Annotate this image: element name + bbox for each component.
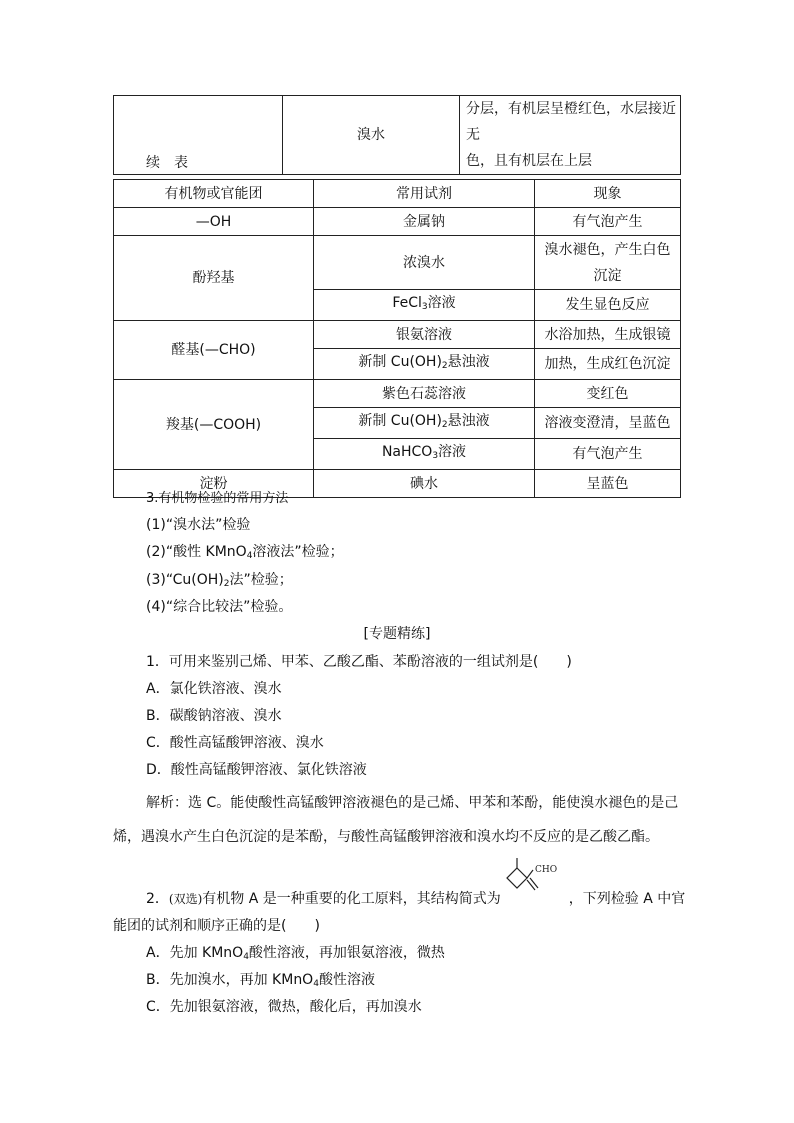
q1-analysis-line1: 解析：选 C。能使酸性高锰酸钾溶液褪色的是己烯、甲苯和苯酚，能使溴水褪色的是己 [146,795,679,811]
row-carboxyl-reagent-1: 紫色石蕊溶液 [314,380,535,408]
q1-option-a: A．氯化铁溶液、溴水 [146,681,282,697]
row-carboxyl-phenomenon-3: 有气泡产生 [535,439,681,470]
q1-option-d: D．酸性高锰酸钾溶液、氯化铁溶液 [146,762,367,778]
q1-option-c: C．酸性高锰酸钾溶液、溴水 [146,735,324,751]
row-phenol-reagent-1: 浓溴水 [314,236,535,290]
section3-title: 3.有机物检验的常用方法 [146,491,289,506]
q2-stem-line2: 能团的试剂和顺序正确的是( ) [113,918,320,934]
top-table [113,95,681,175]
reagent-table [113,179,681,498]
top-table-reagent: 溴水 [283,96,460,175]
row-starch-phenomenon: 呈蓝色 [535,470,681,498]
method-1: (1)“溴水法”检验 [146,517,251,533]
row-phenol-reagent-2: FeCl$_3$溶液 [314,290,535,321]
row-phenol-group: 酚羟基 [114,236,314,321]
row-carboxyl-group: 羧基(—COOH) [114,380,314,470]
method-2: (2)“酸性 KMnO$_4$溶液法”检验； [146,544,344,561]
method-3: $(3)“Cu(OH)_2$法”检验； [146,572,293,589]
top-table-phenomenon [460,96,681,175]
row-carboxyl-reagent-3: NaHCO$_3$溶液 [314,439,535,470]
q1-stem: 1．可用来鉴别己烯、甲苯、乙酸乙酯、苯酚溶液的一组试剂是( ) [146,654,572,670]
q1-analysis-line2: 烯，遇溴水产生白色沉淀的是苯酚，与酸性高锰酸钾溶液和溴水均不反应的是乙酸乙酯。 [113,829,659,845]
row-oh-phenomenon: 有气泡产生 [535,208,681,236]
row-starch-reagent: 碘水 [314,470,535,498]
row-phenol-phenomenon-1 [535,236,681,290]
header-phenomenon: 现象 [535,180,681,208]
row-phenol-phenomenon-1b: 沉淀 [593,267,622,284]
q2-option-b: B．先加溴水，再加 KMnO$_4$酸性溶液 [146,972,375,989]
q2-tag: (双选) [168,892,203,906]
row-carboxyl-phenomenon-2: 溶液变澄清，呈蓝色 [535,408,681,439]
structure-formula-image [497,856,567,906]
row-phenol-phenomenon-1a: 溴水褪色，产生白色 [544,241,671,258]
row-carboxyl-reagent-2: 新制 $Cu(OH)_2$悬浊液 [314,408,535,439]
row-phenol-phenomenon-2: 发生显色反应 [535,290,681,321]
structure-cho-label: CHO [535,865,558,875]
top-table-empty-cell [114,96,283,175]
header-reagent: 常用试剂 [314,180,535,208]
row-aldehyde-group: 醛基(—CHO) [114,321,314,380]
top-table-phenomenon-line2: 色，且有机层在上层 [466,153,592,169]
practice-title: [专题精练] [363,626,431,642]
row-aldehyde-reagent-2: 新制 $Cu(OH)_2$悬浊液 [314,349,535,380]
top-table-phenomenon-line1: 分层，有机层呈橙红色，水层接近无 [466,101,676,143]
row-carboxyl-phenomenon-1: 变红色 [535,380,681,408]
row-aldehyde-phenomenon-1: 水浴加热，生成银镜 [535,321,681,349]
continued-label: 续 表 [146,155,188,171]
q2-option-a: A．先加 KMnO$_4$酸性溶液，再加银氨溶液，微热 [146,945,445,962]
q2-stem-line1: 2．(双选)有机物 A 是一种重要的化工原料，其结构简式为 ，下列检验 A 中官 [146,891,686,907]
method-4: (4)“综合比较法”检验。 [146,599,293,615]
row-oh-reagent: 金属钠 [314,208,535,236]
row-aldehyde-reagent-1: 银氨溶液 [314,321,535,349]
q1-option-b: B．碳酸钠溶液、溴水 [146,708,282,724]
header-group: 有机物或官能团 [114,180,314,208]
row-aldehyde-phenomenon-2: 加热，生成红色沉淀 [535,349,681,380]
q2-option-c: C．先加银氨溶液，微热，酸化后，再加溴水 [146,999,422,1015]
row-oh-group: —OH [114,208,314,236]
row-starch-group: 淀粉 [114,470,314,498]
